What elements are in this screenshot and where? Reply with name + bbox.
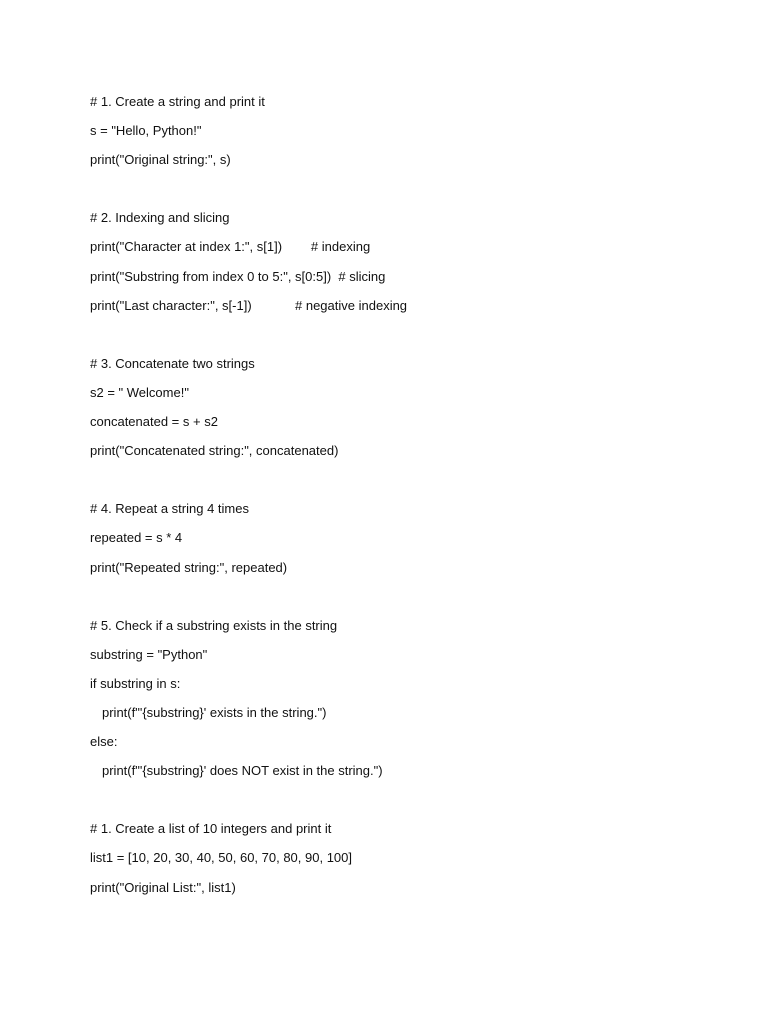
code-line: print("Original string:", s) — [90, 152, 231, 168]
code-line: print("Last character:", s[-1]) # negative indexing — [90, 297, 408, 313]
code-line: s = "Hello, Python!" — [90, 123, 202, 139]
blank-line — [90, 179, 730, 208]
code-line: print("Original List:", list1) — [90, 879, 236, 895]
comment-line: # 4. Repeat a string 4 times — [90, 501, 249, 517]
code-line: if substring in s: — [90, 675, 181, 691]
code-line: print("Substring from index 0 to 5:", s[0:5]) # slicing — [90, 268, 386, 284]
code-line: repeated = s * 4 — [90, 530, 183, 546]
code-line-indented: print(f"'{substring}' exists in the string.") — [102, 704, 327, 720]
comment-line: # 1. Create a string and print it — [90, 94, 265, 109]
code-line: print("Concatenated string:", concatenated) — [90, 443, 339, 459]
comment-line: # 2. Indexing and slicing — [90, 210, 230, 226]
code-line: print("Character at index 1:", s[1]) # indexing — [90, 239, 371, 255]
code-line: list1 = [10, 20, 30, 40, 50, 60, 70, 80, 90, 100] — [90, 850, 352, 866]
blank-line — [90, 587, 730, 616]
blank-line — [90, 790, 730, 819]
code-line: substring = "Python" — [90, 646, 208, 662]
code-line: s2 = " Welcome!" — [90, 384, 189, 400]
blank-line — [90, 470, 730, 499]
comment-line: # 1. Create a list of 10 integers and print it — [90, 821, 332, 837]
blank-line — [90, 325, 730, 354]
comment-line: # 3. Concatenate two strings — [90, 355, 255, 371]
code-text-block — [90, 92, 730, 907]
code-line: print("Repeated string:", repeated) — [90, 559, 288, 575]
code-line: concatenated = s + s2 — [90, 414, 218, 430]
code-line: else: — [90, 734, 118, 750]
code-line-indented: print(f"'{substring}' does NOT exist in the string.") — [102, 763, 383, 779]
comment-line: # 5. Check if a substring exists in the string — [90, 617, 338, 633]
